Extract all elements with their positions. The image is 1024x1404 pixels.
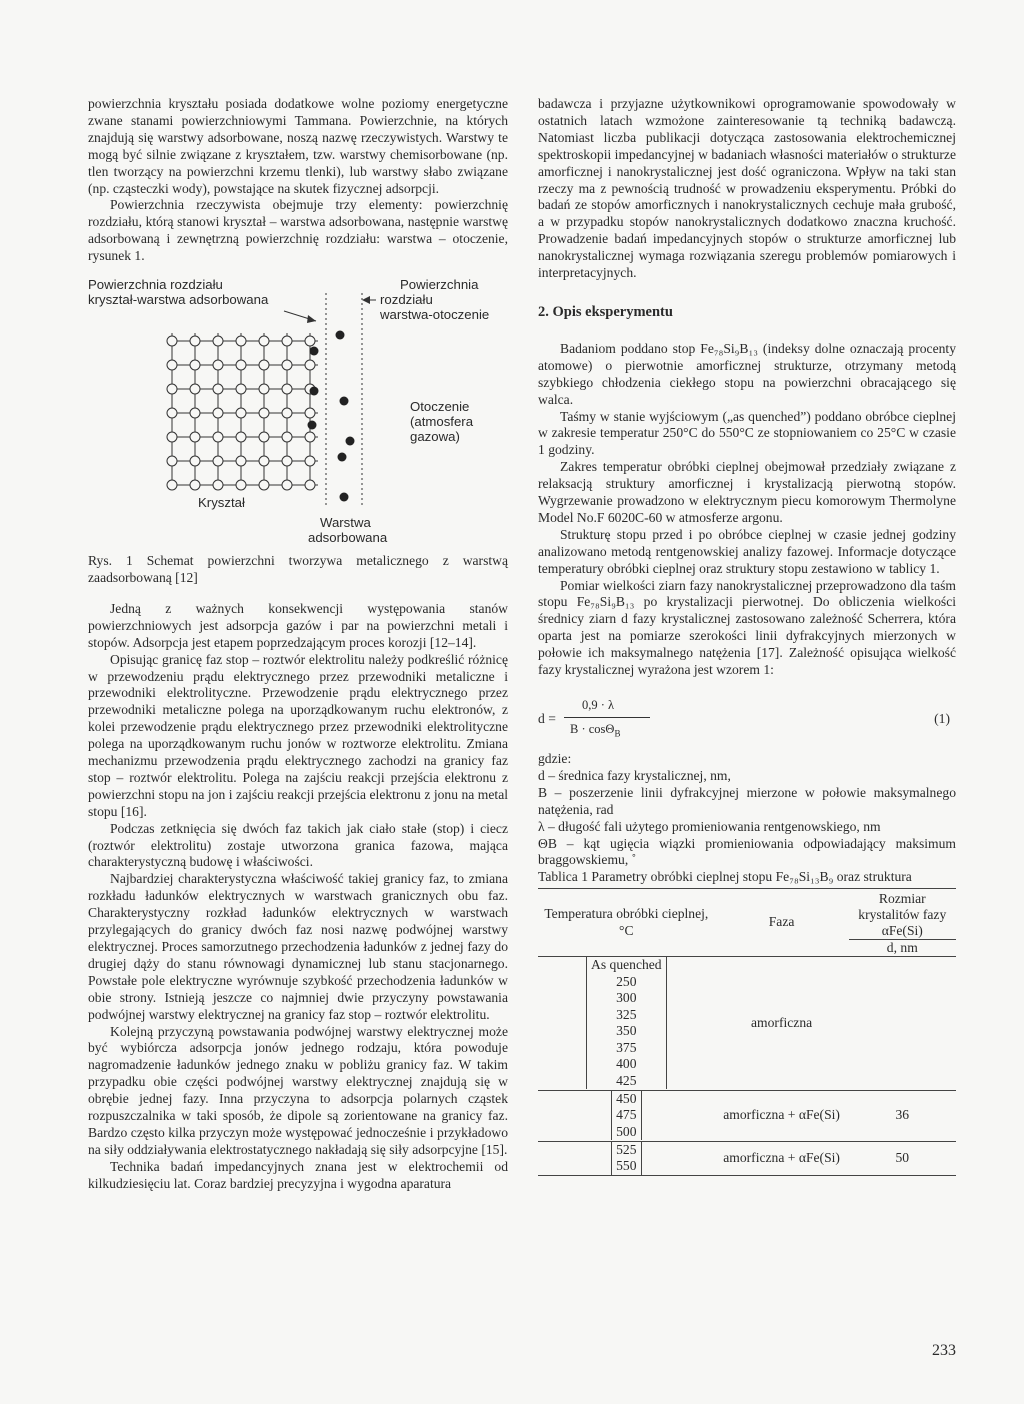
paragraph: Najbardziej charakterystyczna właściwość takiej granicy faz, to zmiana rozkładu ładunków elektrycznych w warstwach granicznych obu faz. Charakterystyczny rozkład ładunków elektrycznych w warstwach przylegających do granicy dwóch faz nosi nazwę podwójnej warstwy elektrycznej. Proces samorzutnego przechodzenia ładunków z jednej fazy do drugiej dąży do stanu równowagi dynamicznej lub stanu stacjonarnego. Powstałe pole elektryczne wyrównuje szybkość przechodzenia ładunków w obie strony. Istnieją jeszcze co najmniej dwie przyczyny powstawania podwójnej warstwy elektrycznej na granicy faz stop – roztwór elektrolitu.	[88, 871, 508, 1022]
lattice-atom	[236, 384, 246, 394]
lattice-atom	[190, 360, 200, 370]
temperature-value: 425	[616, 1072, 637, 1088]
arrow-head	[307, 315, 316, 323]
temperature-cell	[538, 957, 715, 1090]
formula-denominator-main: B · cosΘ	[570, 722, 615, 736]
scherrer-formula	[538, 693, 956, 747]
surface-diagram	[88, 275, 508, 553]
lattice-atom	[190, 480, 200, 490]
figure-label: rozdziału	[380, 292, 433, 308]
phase-cell: amorficzna + αFe(Si)	[723, 1107, 840, 1123]
lattice-atom	[305, 456, 315, 466]
lattice-atom	[213, 384, 223, 394]
fraction-bar	[564, 717, 650, 718]
temperature-value: 550	[616, 1158, 637, 1174]
lattice-atom	[282, 360, 292, 370]
lattice-atom	[282, 336, 292, 346]
lattice-atom	[167, 408, 177, 418]
column-header: Temperatura obróbki cieplnej, °C	[544, 905, 709, 938]
temperature-value: 450	[616, 1090, 637, 1106]
lattice-atom	[259, 480, 269, 490]
figure-label: Warstwa	[320, 515, 371, 531]
column-header: Faza	[768, 914, 795, 930]
lattice-atom	[213, 360, 223, 370]
adsorbed-particle	[346, 437, 355, 446]
definition: d – średnica fazy krystalicznej, nm,	[538, 767, 731, 783]
figure-1	[88, 275, 508, 553]
temperature-value: 250	[616, 973, 637, 989]
table-row	[538, 957, 956, 1090]
paragraph: Kolejną przyczyną powstawania podwójnej warstwy elektrycznej może być wybiórcza adsorpcja jonów jednego rodzaju, która powoduje nagromadzenie ładunków jednego znaku w pobliżu granicy faz. W takim przypadku obie części podwójnej warstwy elektrycznej znajdują się w obrębie jednej fazy. Inna przyczyna to adsorpcja polarnych cząstek rozpuszczalnika w taki sposób, że dipole są zorientowane na granicy faz. Bardzo często kilka przyczyn może występować jednocześnie i przykładowo na siły oddziaływania elektrostatycznego nakładają się siły adsorpcyjne [15].	[88, 1023, 508, 1157]
table-caption: Tablica 1 Parametry obróbki cieplnej stopu Fe₇₈Si₁₃B₉ oraz struktura	[538, 869, 912, 885]
temperature-value: 500	[616, 1123, 637, 1139]
temperature-value: 375	[616, 1039, 637, 1055]
lattice-atom	[259, 336, 269, 346]
lattice-atom	[236, 432, 246, 442]
figure-label: kryształ-warstwa adsorbowana	[88, 292, 269, 308]
adsorbed-particle	[310, 347, 319, 356]
paragraph: Technika badań impedancyjnych znana jest w elektrochemii od kilkudziesięciu lat. Coraz bardziej precyzyjna i wygodna aparatura	[88, 1158, 508, 1191]
figure-label: gazowa)	[410, 429, 460, 445]
lattice-atom	[213, 336, 223, 346]
temperature-list	[586, 957, 667, 1089]
lattice-atom	[259, 384, 269, 394]
paragraph: badawcza i przyjazne użytkownikowi oprogramowanie spowodowały w ostatnich latach wzmożone zainteresowanie tą techniką badawczą. Natomiast liczba publikacji dotycząca zastosowania elektrochemicznej spektroskopii impedancyjnej w badaniach własności materiałów o strukturze amorficznej i nanokrystalicznej jest dość ograniczona. Wpływ na taki stan rzeczy ma z pewnością trudność w prowadzeniu eksperymentu. Próbki do badań ze stopów amorficznych i nanokrystalicznych cechuje mała grubość, a w przypadku stopów nanokrystalicznych dodatkowo znaczna kruchość. Prowadzenie badań impedancyjnych stopów o strukturze amorficznej lub nanokrystalicznej wymaga rozwiązania szeregu problemów pomiarowych i interpretacyjnych.	[538, 96, 956, 281]
temperature-value: 325	[616, 1006, 637, 1022]
paragraph: Podczas zetknięcia się dwóch faz takich jak ciało stałe (stop) i ciecz (roztwór elektrolitu) zostaje utworzona granica fazowa, mająca charakterystyczną budowę i właściwości.	[88, 820, 508, 870]
size-cell: 50	[895, 1149, 910, 1165]
adsorbed-particle	[338, 453, 347, 462]
lattice-atom	[190, 456, 200, 466]
lattice-atom	[190, 336, 200, 346]
figure-label: Kryształ	[198, 495, 245, 511]
paragraph: Strukturę stopu przed i po obróbce cieplnej w czasie jednej godziny analizowano metodą rentgenowskiej analizy fazowej. Informacje dotyczące temperatury obróbki cieplnej oraz struktury stopu zestawiono w tablicy 1.	[538, 526, 956, 576]
paragraph: powierzchnia kryształu posiada dodatkowe wolne poziomy energetyczne zwane stanami powierzchniowymi Tammana. Powierzchnie, na których znajdują się warstwy adsorbowane, noszą nazwę rzeczywistych. Warstwy te mogą być silnie związane z kryształem, tzw. warstwy chemisorbowane (np. tlen tworzący na powierzchni krzemu tlenki), lub warstwy słabo związane (np. cząsteczki wody), powstające na skutek fizycznej adsorpcji.	[88, 96, 508, 196]
figure-label: adsorbowana	[308, 530, 388, 546]
lattice-atom	[282, 480, 292, 490]
lattice-atom	[259, 456, 269, 466]
paragraph: Opisując granicę faz stop – roztwór elektrolitu należy podkreślić różnicę w przewodzeniu prądu elektrycznego przez przewodniki metaliczne i przewodniki elektrolityczne. Przewodzenie prądu elektrycznego przez przewodniki metaliczne polega na uporządkowanym ruchu elektronów, z kolei przewodzenie prądu elektrycznego przez przewodniki elektrolityczne polega na uporządkowanym ruchu jonów w roztworze elektrolitu. Zmiana mechanizmu przewodzenia prądu elektrycznego zachodzi na granicy faz stop – roztwór elektrolitu. Polega na zajściu reakcji przejścia elektronu z powierzchni stopu na jon i zajściu reakcji przejścia elektronu z jonu na metal stopu [16].	[88, 651, 508, 819]
table-row	[538, 1090, 956, 1141]
lattice-atom	[190, 384, 200, 394]
lattice-atom	[305, 408, 315, 418]
figure-label: warstwa-otoczenie	[380, 307, 490, 323]
lattice-atom	[259, 408, 269, 418]
lattice-atom	[305, 480, 315, 490]
lattice-atom	[236, 480, 246, 490]
left-column	[88, 96, 508, 1193]
temperature-value: 400	[616, 1056, 637, 1072]
temperature-value: 475	[616, 1107, 637, 1123]
paragraph: Taśmy w stanie wyjściowym („as quenched”) poddano obróbce cieplnej w zakresie temperatur 250°C do 550°C ze stopniowaniem co 25°C w czasie 1 godziny.	[538, 408, 956, 458]
adsorbed-particle	[310, 387, 319, 396]
phase-cell: amorficzna	[751, 1015, 813, 1030]
formula-denominator	[570, 721, 620, 742]
lattice-atom	[236, 360, 246, 370]
lattice-atom	[167, 360, 177, 370]
temperature-list	[611, 1091, 641, 1141]
definition: ΘB – kąt ugięcia wiązki promieniowania odpowiadający maksimum braggowskiemu, ˚	[538, 835, 956, 868]
temperature-list	[611, 1142, 641, 1175]
lattice-atom	[305, 360, 315, 370]
definition: λ – długość fali użytego promieniowania rentgenowskiego, nm	[538, 818, 881, 834]
temperature-cell	[538, 1090, 715, 1141]
paragraph: Zakres temperatur obróbki cieplnej obejmował przedziały związane z relaksacją struktury amorficznej i krystalizacją pierwotną stopów. Wygrzewanie prowadzono w elektrycznym piecu komorowym Thermolyne Model No.F 6020C-60 w atmosferze argonu.	[538, 459, 956, 525]
lattice-atom	[190, 408, 200, 418]
lattice-atom	[305, 336, 315, 346]
formula-denominator-sub: B	[614, 728, 621, 739]
lattice-atom	[236, 336, 246, 346]
temperature-value: 350	[616, 1023, 637, 1039]
adsorbed-particle	[340, 493, 349, 502]
lattice-atom	[167, 432, 177, 442]
arrow-head	[362, 296, 370, 304]
adsorbed-particle	[336, 331, 345, 340]
column-header-line: Rozmiar krystalitów fazy	[858, 891, 947, 923]
lattice-atom	[213, 408, 223, 418]
size-cell	[849, 957, 956, 1090]
figure-label: Powierzchnia rozdziału	[88, 277, 223, 293]
lattice-atom	[282, 432, 292, 442]
section-title: 2. Opis eksperymentu	[538, 303, 673, 320]
lattice-atom	[213, 432, 223, 442]
page-number: 233	[932, 1342, 956, 1359]
lattice-atom	[236, 408, 246, 418]
formula-numerator: 0,9 · λ	[582, 698, 615, 712]
parameters-table	[538, 888, 956, 1176]
adsorbed-particle	[308, 421, 317, 430]
lattice-atom	[190, 432, 200, 442]
lattice-atom	[213, 480, 223, 490]
lattice-atom	[167, 480, 177, 490]
figure-label: (atmosfera	[410, 414, 474, 430]
lattice-atom	[167, 384, 177, 394]
lattice-atom	[213, 456, 223, 466]
column-header-line: d, nm	[886, 940, 918, 956]
paragraph: Pomiar wielkości ziarn fazy nanokrystalicznej przeprowadzono dla taśm stopu Fe₇₈Si₉B₁₃ po krystalizacji pierwotnej. Do obliczenia wielkości średnicy ziarn d fazy krystalicznej zastosowano zależność Scherrera, która oparta jest na pomiarze szerokości linii dyfrakcyjnych mierzonych w połowie ich maksymalnego natężenia [17]. Zależność opisująca wielkość fazy krystalicznej wyrażona jest wzorem 1:	[538, 577, 956, 678]
formula-lhs: d =	[538, 711, 556, 726]
lattice-atom	[282, 456, 292, 466]
figure-caption: Rys. 1 Schemat powierzchni tworzywa metalicznego z warstwą zaadsorbowaną [12]	[88, 553, 508, 585]
lattice-atom	[259, 432, 269, 442]
equation-number: (1)	[934, 711, 950, 726]
table-header-row	[538, 889, 956, 957]
lattice-atom	[305, 432, 315, 442]
definition: B – poszerzenie linii dyfrakcyjnej mierzone w połowie maksymalnego natężenia, rad	[538, 784, 956, 817]
temperature-cell	[538, 1141, 715, 1175]
figure-label: Otoczenie	[410, 399, 470, 415]
figure-label: Powierzchnia	[400, 277, 479, 293]
paragraph: Powierzchnia rzeczywista obejmuje trzy elementy: powierzchnię rozdziału, którą stanowi kryształ – warstwa adsorbowana, następnie warstwę adsorbowaną i zewnętrzną powierzchnię rozdziału: warstwa – otoczenie, rysunek 1.	[88, 197, 508, 264]
temperature-value: 300	[616, 990, 637, 1006]
adsorbed-particle	[340, 397, 349, 406]
temperature-value: As quenched	[591, 957, 662, 973]
paragraph: Badaniom poddano stop Fe₇₈Si₉B₁₃ (indeksy dolne oznaczają procenty atomowe) o pierwotnie amorficznej strukturze, otrzymany metodą szybkiego chłodzenia ciekłego stopu na powierzchni obracającego się walca.	[538, 340, 956, 407]
lattice-atom	[282, 408, 292, 418]
lattice-atom	[259, 360, 269, 370]
temperature-value: 525	[616, 1141, 637, 1157]
paragraph: Jedną z ważnych konsekwencji występowania stanów powierzchniowych jest adsorpcja gazów i par na powierzchni metali i stopów. Adsorpcja jest etapem poprzedzającym proces korozji [12–14].	[88, 600, 508, 650]
column-header	[849, 889, 956, 957]
lattice-atom	[282, 384, 292, 394]
lattice-atom	[167, 456, 177, 466]
size-cell: 36	[895, 1107, 910, 1123]
where-label: gdzie:	[538, 751, 572, 766]
phase-cell: amorficzna + αFe(Si)	[723, 1149, 840, 1165]
column-header-sub	[849, 889, 956, 940]
column-header-line: αFe(Si)	[881, 923, 923, 939]
table-row	[538, 1141, 956, 1175]
right-column	[538, 96, 956, 1176]
lattice-atom	[167, 336, 177, 346]
lattice-atom	[236, 456, 246, 466]
crystal-lattice	[167, 333, 318, 490]
